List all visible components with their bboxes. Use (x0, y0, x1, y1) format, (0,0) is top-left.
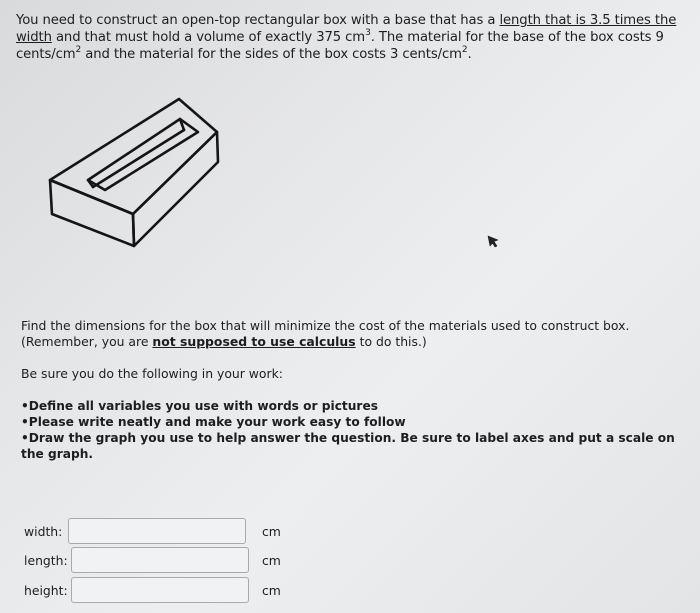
length-unit: cm (262, 553, 281, 568)
height-unit: cm (262, 583, 281, 598)
box-top-rim (50, 99, 217, 214)
box-right-face (133, 132, 218, 246)
problem-statement (16, 12, 686, 63)
open-box-sketch (40, 92, 230, 254)
remember-text-post: to do this.) (355, 334, 427, 349)
width-row (24, 518, 344, 544)
requirements-list (21, 398, 681, 462)
height-input[interactable] (71, 577, 249, 603)
width-unit: cm (262, 524, 281, 539)
height-label: height: (24, 583, 68, 598)
length-input[interactable] (71, 547, 249, 573)
width-label: width: (24, 524, 63, 539)
mouse-cursor-icon (486, 234, 500, 250)
problem-text-1: You need to construct an open-top rectangular box with a base that has a (16, 13, 500, 28)
no-calculus-underlined: not supposed to use calculus (152, 334, 356, 349)
length-label: length: (24, 553, 68, 568)
problem-text-3: . The material for the base of the box costs 9 cents/cm (16, 30, 664, 62)
remember-note (21, 334, 681, 350)
box-front-face (50, 180, 134, 246)
remember-text-pre: (Remember, you are (21, 334, 153, 349)
bullet-draw-graph: •Draw the graph you use to help answer the question. Be sure to label axes and put a scale on the graph. (21, 431, 675, 461)
bullet-define-variables: •Define all variables you use with words or pictures (21, 399, 378, 413)
instructions-block (21, 318, 681, 462)
problem-text-5: . (467, 47, 472, 62)
width-input[interactable] (68, 518, 246, 544)
base-cost-exponent: 2 (75, 44, 82, 55)
side-cost-exponent: 2 (461, 44, 468, 55)
be-sure-text: Be sure you do the following in your work: (21, 366, 283, 381)
height-row (24, 577, 344, 603)
volume-exponent: 3 (365, 27, 371, 38)
length-row (24, 547, 344, 573)
problem-text-4: and the material for the sides of the box costs 3 cents/cm (81, 47, 462, 62)
bullet-write-neatly: •Please write neatly and make your work easy to follow (21, 415, 406, 429)
find-dimensions-text: Find the dimensions for the box that will minimize the cost of the materials used to construct box. (21, 318, 630, 333)
problem-underlined-ratio: length that is 3.5 times the width (16, 13, 677, 45)
problem-text-2: and that must hold a volume of exactly 375 cm (51, 30, 366, 45)
